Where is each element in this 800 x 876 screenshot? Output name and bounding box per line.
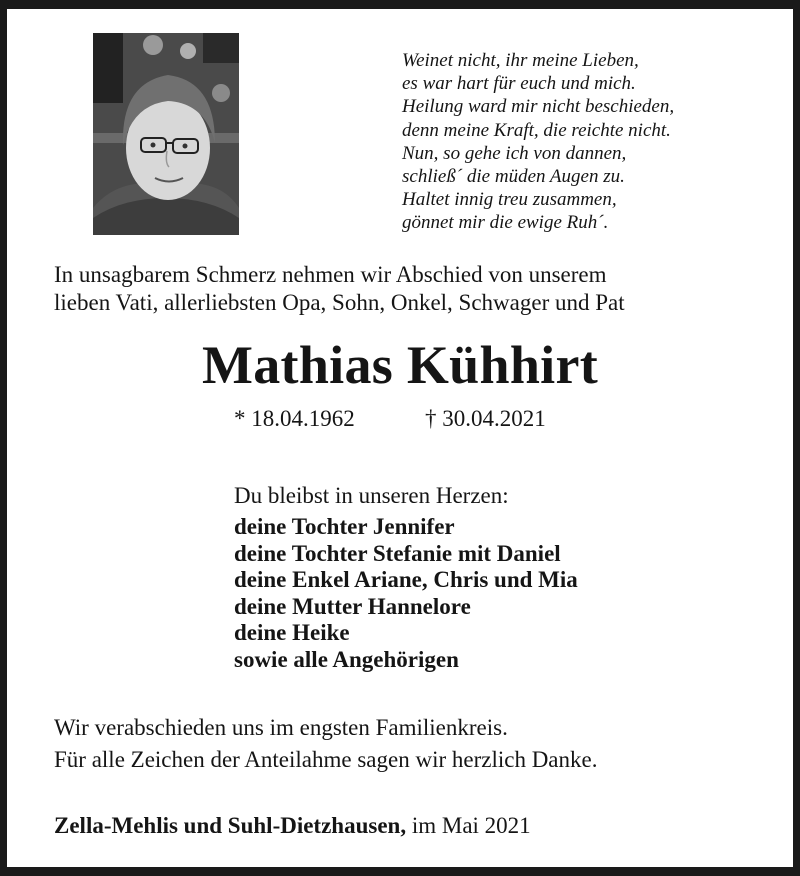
intro-line-1: In unsagbarem Schmerz nehmen wir Abschied von unserem	[54, 262, 607, 287]
poem-line: denn meine Kraft, die reichte nicht.	[402, 119, 671, 141]
place-location: Zella-Mehlis und Suhl-Dietzhausen,	[54, 813, 407, 838]
deceased-name: Mathias Kühhirt	[201, 335, 599, 395]
poem-line: schließ´ die müden Augen zu.	[402, 166, 625, 188]
portrait-photo	[93, 33, 239, 235]
closing-line-1: Wir verabschieden uns im engsten Familienkreis.	[54, 715, 508, 740]
death-date: † 30.04.2021	[425, 406, 546, 431]
portrait-image	[93, 33, 239, 235]
poem-line: es war hart für euch und mich.	[402, 73, 636, 95]
mourner-entry: deine Tochter Jennifer	[234, 514, 455, 539]
birth-date: * 18.04.1962	[234, 406, 355, 431]
poem-line: Haltet innig treu zusammen,	[402, 189, 617, 211]
mourner-entry: sowie alle Angehörigen	[234, 646, 459, 672]
place-date-line	[54, 812, 531, 840]
place-date: im Mai 2021	[406, 813, 531, 838]
mourner-entry: deine Tochter Stefanie mit Daniel	[234, 540, 561, 566]
poem-line: gönnet mir die ewige Ruh´.	[402, 212, 609, 234]
mourner-entry: deine Enkel Ariane, Chris und Mia	[234, 567, 578, 593]
mourner-entry: deine Mutter Hannelore	[234, 593, 471, 619]
poem-line: Heilung ward mir nicht beschieden,	[402, 96, 675, 118]
closing-line-2: Für alle Zeichen der Anteilahme sagen wir herzlich Danke.	[54, 747, 598, 772]
poem-line: Nun, so gehe ich von dannen,	[402, 142, 627, 164]
farewell-heading: Du bleibst in unseren Herzen:	[234, 483, 509, 508]
mourner-entry: deine Heike	[234, 620, 350, 646]
poem	[402, 49, 782, 235]
poem-line: Weinet nicht, ihr meine Lieben,	[402, 50, 639, 71]
intro-line-2: lieben Vati, allerliebsten Opa, Sohn, Onkel, Schwager und Pat	[54, 290, 625, 315]
mourners-list	[234, 514, 578, 674]
